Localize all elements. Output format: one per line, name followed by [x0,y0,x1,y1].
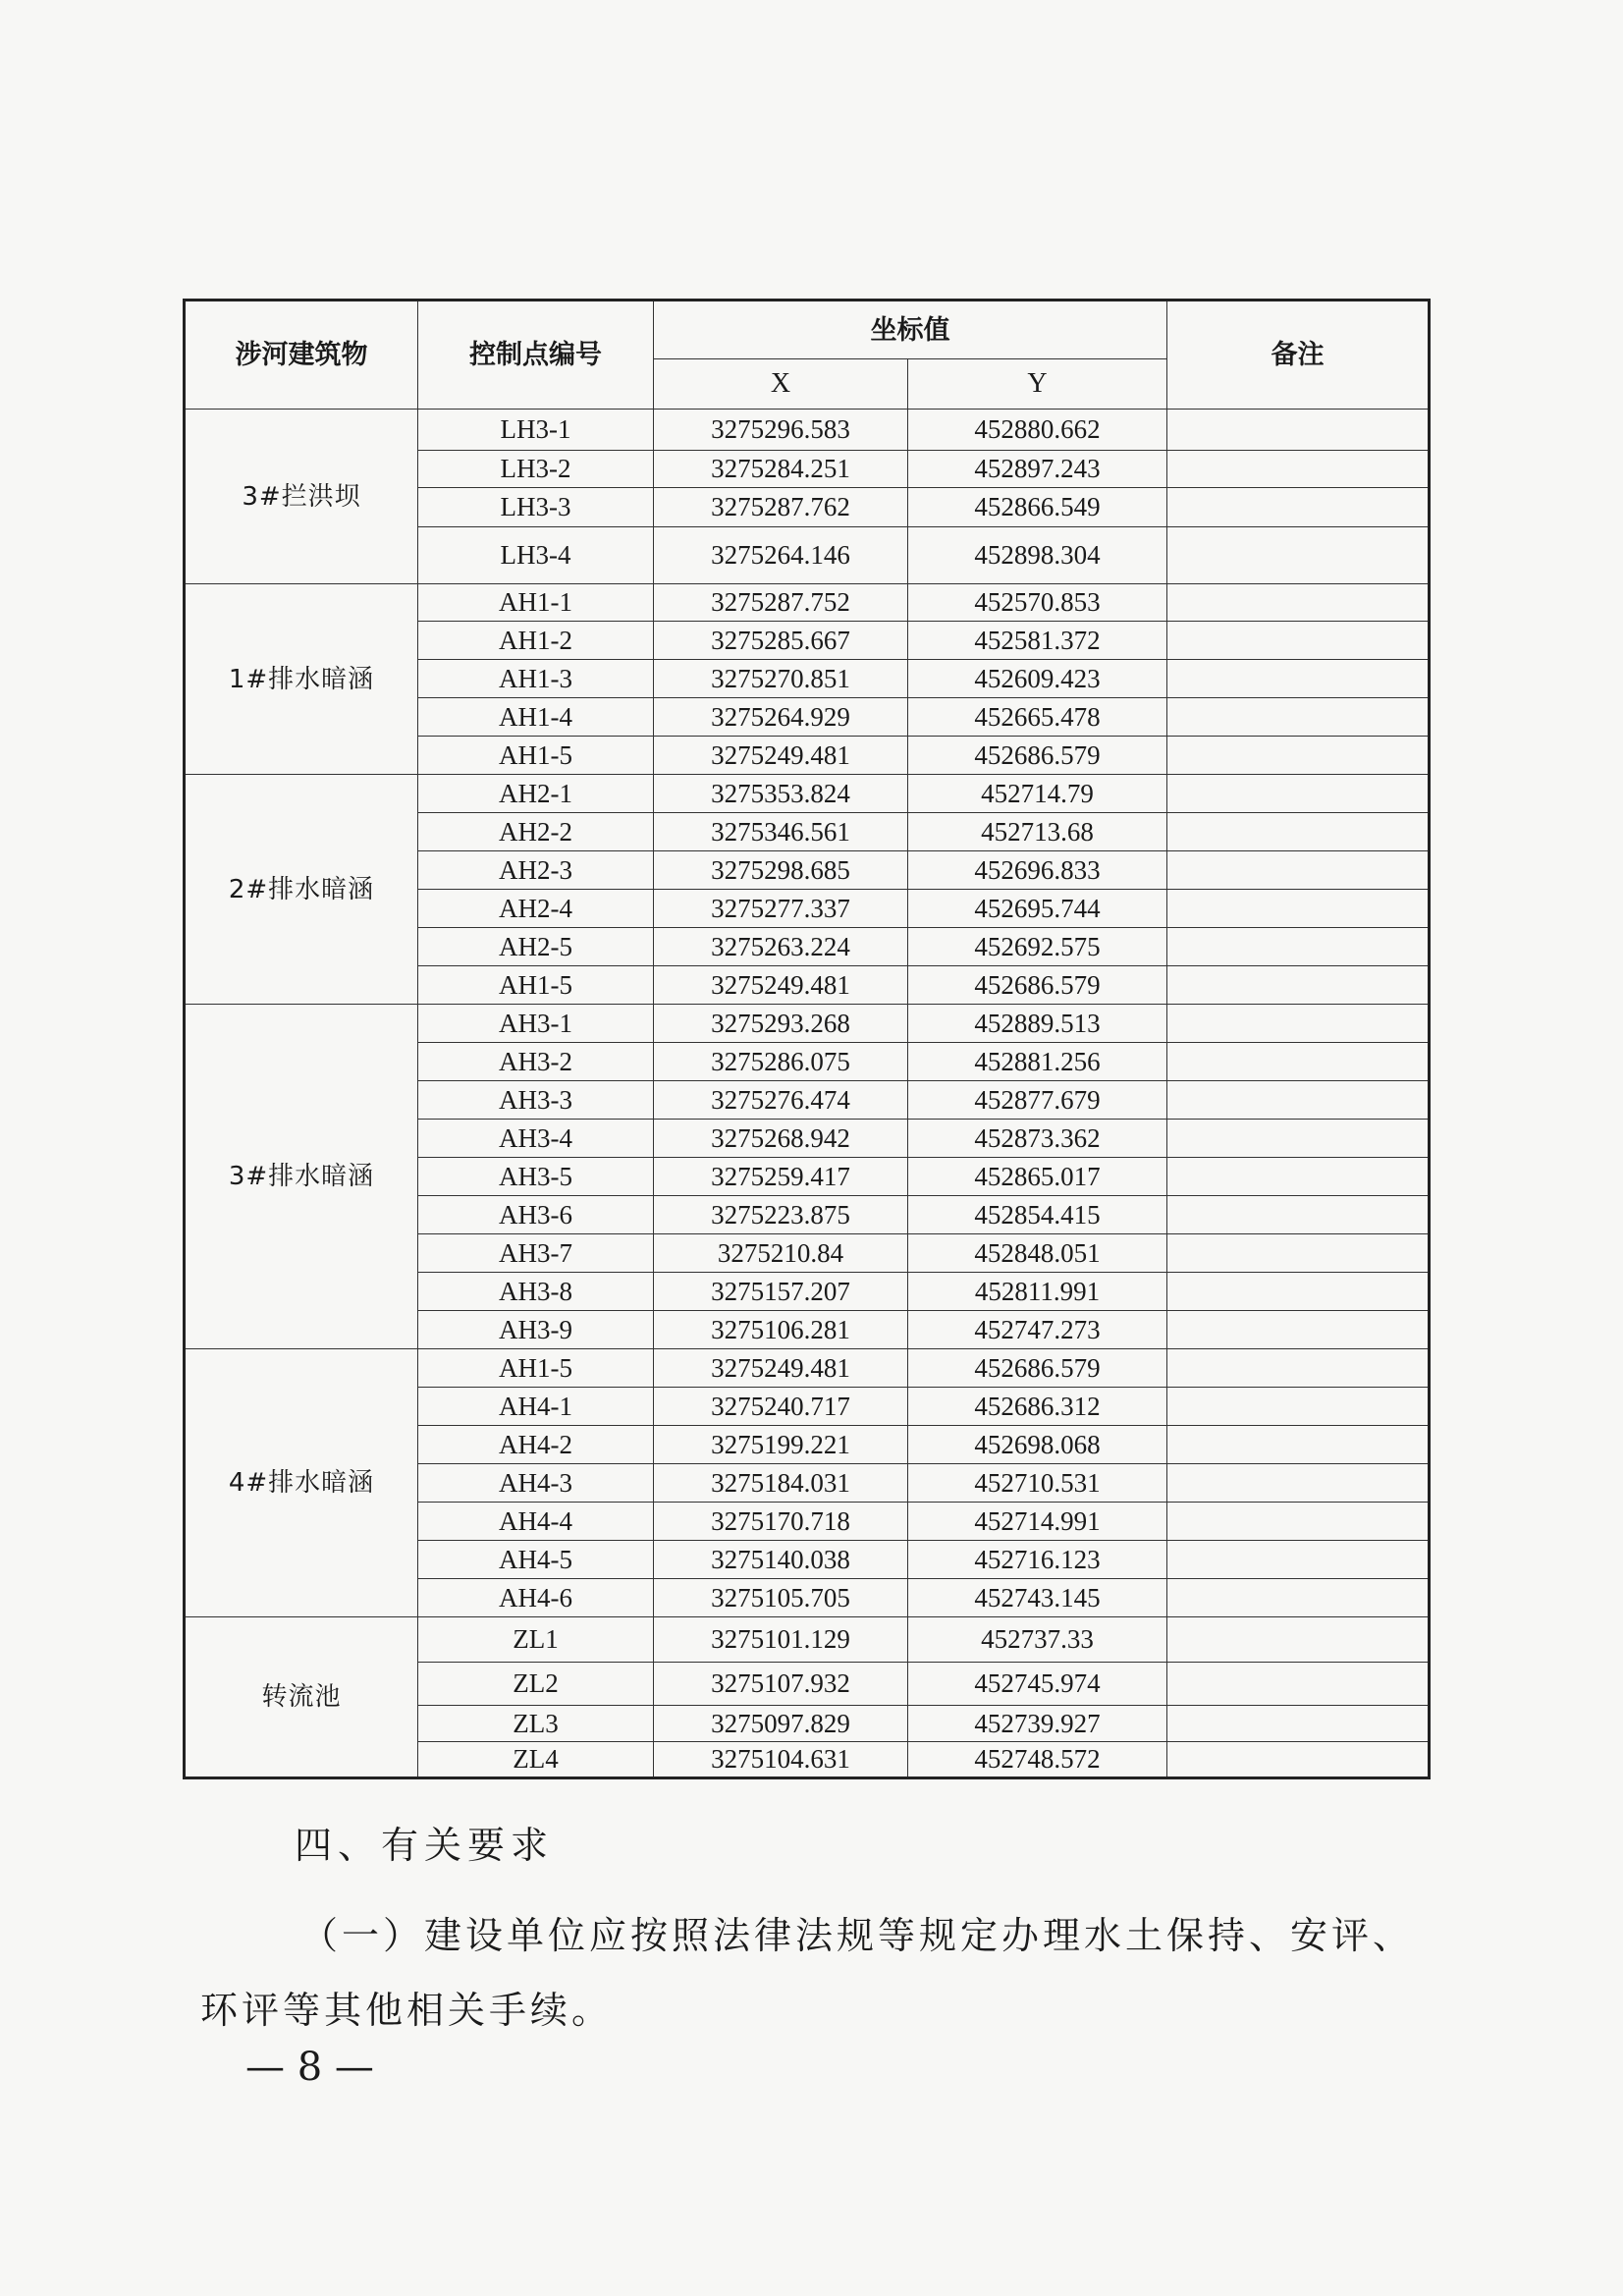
x-coordinate-cell: 3275104.631 [654,1742,908,1778]
y-coordinate-cell: 452898.304 [908,527,1167,584]
control-point-cell: AH3-7 [418,1234,654,1273]
control-point-cell: AH1-5 [418,1349,654,1388]
y-coordinate-cell: 452865.017 [908,1158,1167,1196]
control-point-cell: AH3-4 [418,1120,654,1158]
x-coordinate-cell: 3275210.84 [654,1234,908,1273]
x-coordinate-cell: 3275270.851 [654,660,908,698]
remarks-cell [1167,1541,1430,1579]
control-point-cell: AH4-6 [418,1579,654,1617]
control-point-cell: AH4-1 [418,1388,654,1426]
control-point-cell: AH1-1 [418,584,654,622]
x-coordinate-cell: 3275286.075 [654,1043,908,1081]
control-point-cell: AH1-3 [418,660,654,698]
paragraph-line-2: 环评等其他相关手续。 [200,1989,614,2032]
control-point-cell: AH2-4 [418,890,654,928]
x-coordinate-cell: 3275157.207 [654,1273,908,1311]
table-row [185,1005,1430,1043]
control-point-cell: AH4-4 [418,1503,654,1541]
remarks-cell [1167,966,1430,1005]
y-coordinate-cell: 452698.068 [908,1426,1167,1464]
header-x: X [654,359,908,410]
remarks-cell [1167,737,1430,775]
x-coordinate-cell: 3275259.417 [654,1158,908,1196]
remarks-cell [1167,488,1430,527]
control-point-cell: AH3-3 [418,1081,654,1120]
remarks-cell [1167,1234,1430,1273]
control-point-cell: LH3-1 [418,410,654,451]
control-point-cell: AH2-5 [418,928,654,966]
table-body [185,410,1430,1778]
control-point-cell: ZL1 [418,1617,654,1663]
control-point-cell: ZL4 [418,1742,654,1778]
x-coordinate-cell: 3275346.561 [654,813,908,851]
building-name-cell: 3#拦洪坝 [185,410,418,584]
header-building: 涉河建筑物 [185,301,418,410]
y-coordinate-cell: 452854.415 [908,1196,1167,1234]
control-point-cell: LH3-3 [418,488,654,527]
control-point-cell: AH4-5 [418,1541,654,1579]
remarks-cell [1167,928,1430,966]
control-point-cell: AH2-2 [418,813,654,851]
table-row [185,775,1430,813]
building-name-cell: 1#排水暗涵 [185,584,418,775]
y-coordinate-cell: 452897.243 [908,451,1167,488]
y-coordinate-cell: 452695.744 [908,890,1167,928]
x-coordinate-cell: 3275199.221 [654,1426,908,1464]
remarks-cell [1167,1196,1430,1234]
x-coordinate-cell: 3275105.705 [654,1579,908,1617]
coordinate-table [183,299,1431,1779]
x-coordinate-cell: 3275249.481 [654,966,908,1005]
remarks-cell [1167,660,1430,698]
y-coordinate-cell: 452739.927 [908,1706,1167,1742]
y-coordinate-cell: 452811.991 [908,1273,1167,1311]
y-coordinate-cell: 452880.662 [908,410,1167,451]
x-coordinate-cell: 3275285.667 [654,622,908,660]
remarks-cell [1167,584,1430,622]
y-coordinate-cell: 452692.575 [908,928,1167,966]
x-coordinate-cell: 3275293.268 [654,1005,908,1043]
control-point-cell: AH2-1 [418,775,654,813]
x-coordinate-cell: 3275298.685 [654,851,908,890]
y-coordinate-cell: 452848.051 [908,1234,1167,1273]
y-coordinate-cell: 452881.256 [908,1043,1167,1081]
remarks-cell [1167,1579,1430,1617]
building-name-cell: 2#排水暗涵 [185,775,418,1005]
y-coordinate-cell: 452877.679 [908,1081,1167,1120]
x-coordinate-cell: 3275264.929 [654,698,908,737]
remarks-cell [1167,1120,1430,1158]
control-point-cell: LH3-2 [418,451,654,488]
y-coordinate-cell: 452686.579 [908,737,1167,775]
control-point-cell: AH1-2 [418,622,654,660]
x-coordinate-cell: 3275249.481 [654,737,908,775]
x-coordinate-cell: 3275240.717 [654,1388,908,1426]
x-coordinate-cell: 3275284.251 [654,451,908,488]
header-y: Y [908,359,1167,410]
x-coordinate-cell: 3275264.146 [654,527,908,584]
y-coordinate-cell: 452714.991 [908,1503,1167,1541]
y-coordinate-cell: 452686.312 [908,1388,1167,1426]
remarks-cell [1167,1663,1430,1706]
remarks-cell [1167,1742,1430,1778]
x-coordinate-cell: 3275223.875 [654,1196,908,1234]
y-coordinate-cell: 452866.549 [908,488,1167,527]
x-coordinate-cell: 3275287.752 [654,584,908,622]
x-coordinate-cell: 3275277.337 [654,890,908,928]
control-point-cell: AH3-2 [418,1043,654,1081]
control-point-cell: AH4-3 [418,1464,654,1503]
control-point-cell: LH3-4 [418,527,654,584]
control-point-cell: AH2-3 [418,851,654,890]
y-coordinate-cell: 452716.123 [908,1541,1167,1579]
y-coordinate-cell: 452714.79 [908,775,1167,813]
y-coordinate-cell: 452686.579 [908,1349,1167,1388]
x-coordinate-cell: 3275106.281 [654,1311,908,1349]
x-coordinate-cell: 3275287.762 [654,488,908,527]
y-coordinate-cell: 452889.513 [908,1005,1167,1043]
y-coordinate-cell: 452873.362 [908,1120,1167,1158]
remarks-cell [1167,1426,1430,1464]
remarks-cell [1167,451,1430,488]
remarks-cell [1167,1503,1430,1541]
control-point-cell: AH4-2 [418,1426,654,1464]
table-row [185,584,1430,622]
control-point-cell: AH1-5 [418,966,654,1005]
control-point-cell: AH1-5 [418,737,654,775]
x-coordinate-cell: 3275249.481 [654,1349,908,1388]
x-coordinate-cell: 3275296.583 [654,410,908,451]
remarks-cell [1167,1349,1430,1388]
y-coordinate-cell: 452743.145 [908,1579,1167,1617]
x-coordinate-cell: 3275101.129 [654,1617,908,1663]
remarks-cell [1167,1311,1430,1349]
control-point-cell: ZL3 [418,1706,654,1742]
remarks-cell [1167,851,1430,890]
y-coordinate-cell: 452609.423 [908,660,1167,698]
remarks-cell [1167,1464,1430,1503]
remarks-cell [1167,410,1430,451]
remarks-cell [1167,1158,1430,1196]
y-coordinate-cell: 452713.68 [908,813,1167,851]
y-coordinate-cell: 452696.833 [908,851,1167,890]
x-coordinate-cell: 3275107.932 [654,1663,908,1706]
remarks-cell [1167,1388,1430,1426]
x-coordinate-cell: 3275170.718 [654,1503,908,1541]
remarks-cell [1167,1273,1430,1311]
remarks-cell [1167,622,1430,660]
remarks-cell [1167,1706,1430,1742]
x-coordinate-cell: 3275140.038 [654,1541,908,1579]
header-remarks: 备注 [1167,301,1430,410]
control-point-cell: AH1-4 [418,698,654,737]
header-control-point: 控制点编号 [418,301,654,410]
control-point-cell: AH3-1 [418,1005,654,1043]
x-coordinate-cell: 3275263.224 [654,928,908,966]
building-name-cell: 3#排水暗涵 [185,1005,418,1349]
control-point-cell: AH3-9 [418,1311,654,1349]
y-coordinate-cell: 452737.33 [908,1617,1167,1663]
table-row [185,410,1430,451]
x-coordinate-cell: 3275097.829 [654,1706,908,1742]
y-coordinate-cell: 452581.372 [908,622,1167,660]
remarks-cell [1167,813,1430,851]
x-coordinate-cell: 3275184.031 [654,1464,908,1503]
x-coordinate-cell: 3275276.474 [654,1081,908,1120]
remarks-cell [1167,1043,1430,1081]
table-row [185,1349,1430,1388]
remarks-cell [1167,1005,1430,1043]
remarks-cell [1167,698,1430,737]
building-name-cell: 转流池 [185,1617,418,1778]
building-name-cell: 4#排水暗涵 [185,1349,418,1617]
y-coordinate-cell: 452665.478 [908,698,1167,737]
remarks-cell [1167,1617,1430,1663]
control-point-cell: AH3-8 [418,1273,654,1311]
control-point-cell: ZL2 [418,1663,654,1706]
y-coordinate-cell: 452745.974 [908,1663,1167,1706]
remarks-cell [1167,775,1430,813]
x-coordinate-cell: 3275268.942 [654,1120,908,1158]
y-coordinate-cell: 452570.853 [908,584,1167,622]
y-coordinate-cell: 452686.579 [908,966,1167,1005]
control-point-cell: AH3-6 [418,1196,654,1234]
page-number: — 8 — [245,2045,374,2090]
x-coordinate-cell: 3275353.824 [654,775,908,813]
remarks-cell [1167,1081,1430,1120]
y-coordinate-cell: 452748.572 [908,1742,1167,1778]
control-point-cell: AH3-5 [418,1158,654,1196]
remarks-cell [1167,527,1430,584]
table-row [185,1617,1430,1663]
section-heading: 四、有关要求 [295,1824,555,1867]
header-coordinates: 坐标值 [654,301,1167,359]
y-coordinate-cell: 452710.531 [908,1464,1167,1503]
remarks-cell [1167,890,1430,928]
y-coordinate-cell: 452747.273 [908,1311,1167,1349]
paragraph-line-1: （一）建设单位应按照法律法规等规定办理水土保持、安评、 [300,1914,1415,1957]
